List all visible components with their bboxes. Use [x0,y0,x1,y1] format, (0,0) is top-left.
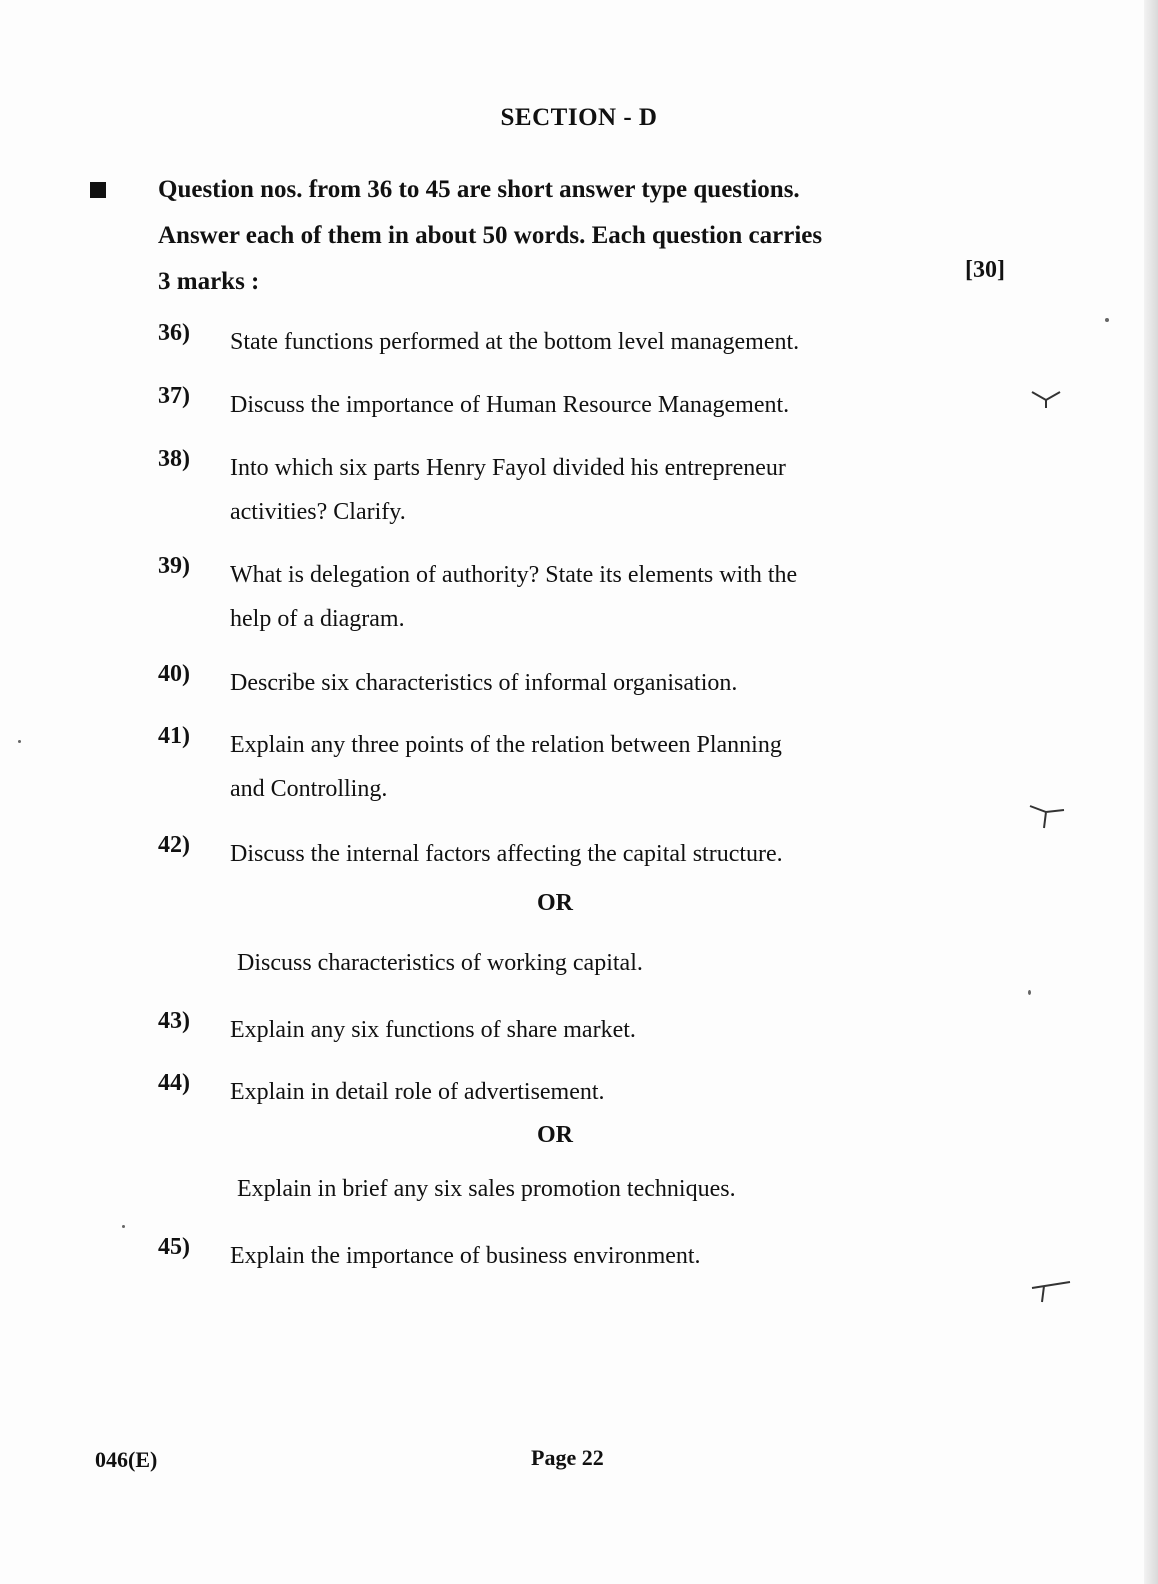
bullet-square-icon [90,182,106,198]
section-title: SECTION - D [500,104,658,131]
question-text: and Controlling. [230,776,388,802]
alternative-question-text: Discuss characteristics of working capital. [237,950,643,976]
question-39 [158,553,918,641]
question-number: 36) [158,320,190,346]
question-text: Explain any six functions of share market. [230,1017,636,1043]
question-text: Explain the importance of business environment. [230,1243,701,1269]
question-text: Explain any three points of the relation between Planning [230,732,782,758]
question-42 [158,832,918,876]
scan-speck [18,740,21,743]
instruction-line: Question nos. from 36 to 45 are short answer type questions. [158,176,800,203]
question-number: 39) [158,553,190,579]
question-text: Discuss the importance of Human Resource Management. [230,392,790,418]
question-text: activities? Clarify. [230,499,406,525]
question-text: What is delegation of authority? State its elements with the [230,562,798,588]
scan-mark-icon [1028,798,1068,832]
instruction-line: 3 marks : [158,268,260,295]
scan-speck [1105,318,1109,322]
question-number: 42) [158,832,190,858]
or-label: OR [537,890,573,916]
question-44 [158,1070,918,1114]
question-number: 44) [158,1070,190,1096]
question-text: Into which six parts Henry Fayol divided his entrepreneur [230,455,786,481]
instruction-line: Answer each of them in about 50 words. Each question carries [158,222,823,249]
question-text: Discuss the internal factors affecting the capital structure. [230,841,783,867]
question-number: 41) [158,723,190,749]
question-text: Describe six characteristics of informal organisation. [230,670,738,696]
scan-mark-icon [1030,1276,1074,1304]
page-number: Page 22 [531,1445,604,1470]
question-text: help of a diagram. [230,606,405,632]
scan-speck [1028,990,1031,995]
question-text: State functions performed at the bottom level management. [230,329,800,355]
question-number: 38) [158,446,190,472]
question-41 [158,723,918,811]
question-36 [158,320,918,364]
alternative-question-text: Explain in brief any six sales promotion techniques. [237,1176,736,1202]
question-43 [158,1008,918,1052]
question-number: 43) [158,1008,190,1034]
question-number: 45) [158,1234,190,1260]
question-text: Explain in detail role of advertisement. [230,1079,605,1105]
question-38 [158,446,918,534]
or-label: OR [537,1122,573,1148]
question-40 [158,661,918,705]
total-marks: [30] [965,257,1005,283]
question-37 [158,383,918,427]
scan-speck [122,1225,125,1228]
question-45 [158,1234,918,1278]
question-number: 37) [158,383,190,409]
paper-code: 046(E) [95,1447,158,1472]
scan-mark-icon [1030,388,1070,412]
question-number: 40) [158,661,190,687]
instruction-block [158,167,918,305]
scan-edge [1144,0,1158,1584]
